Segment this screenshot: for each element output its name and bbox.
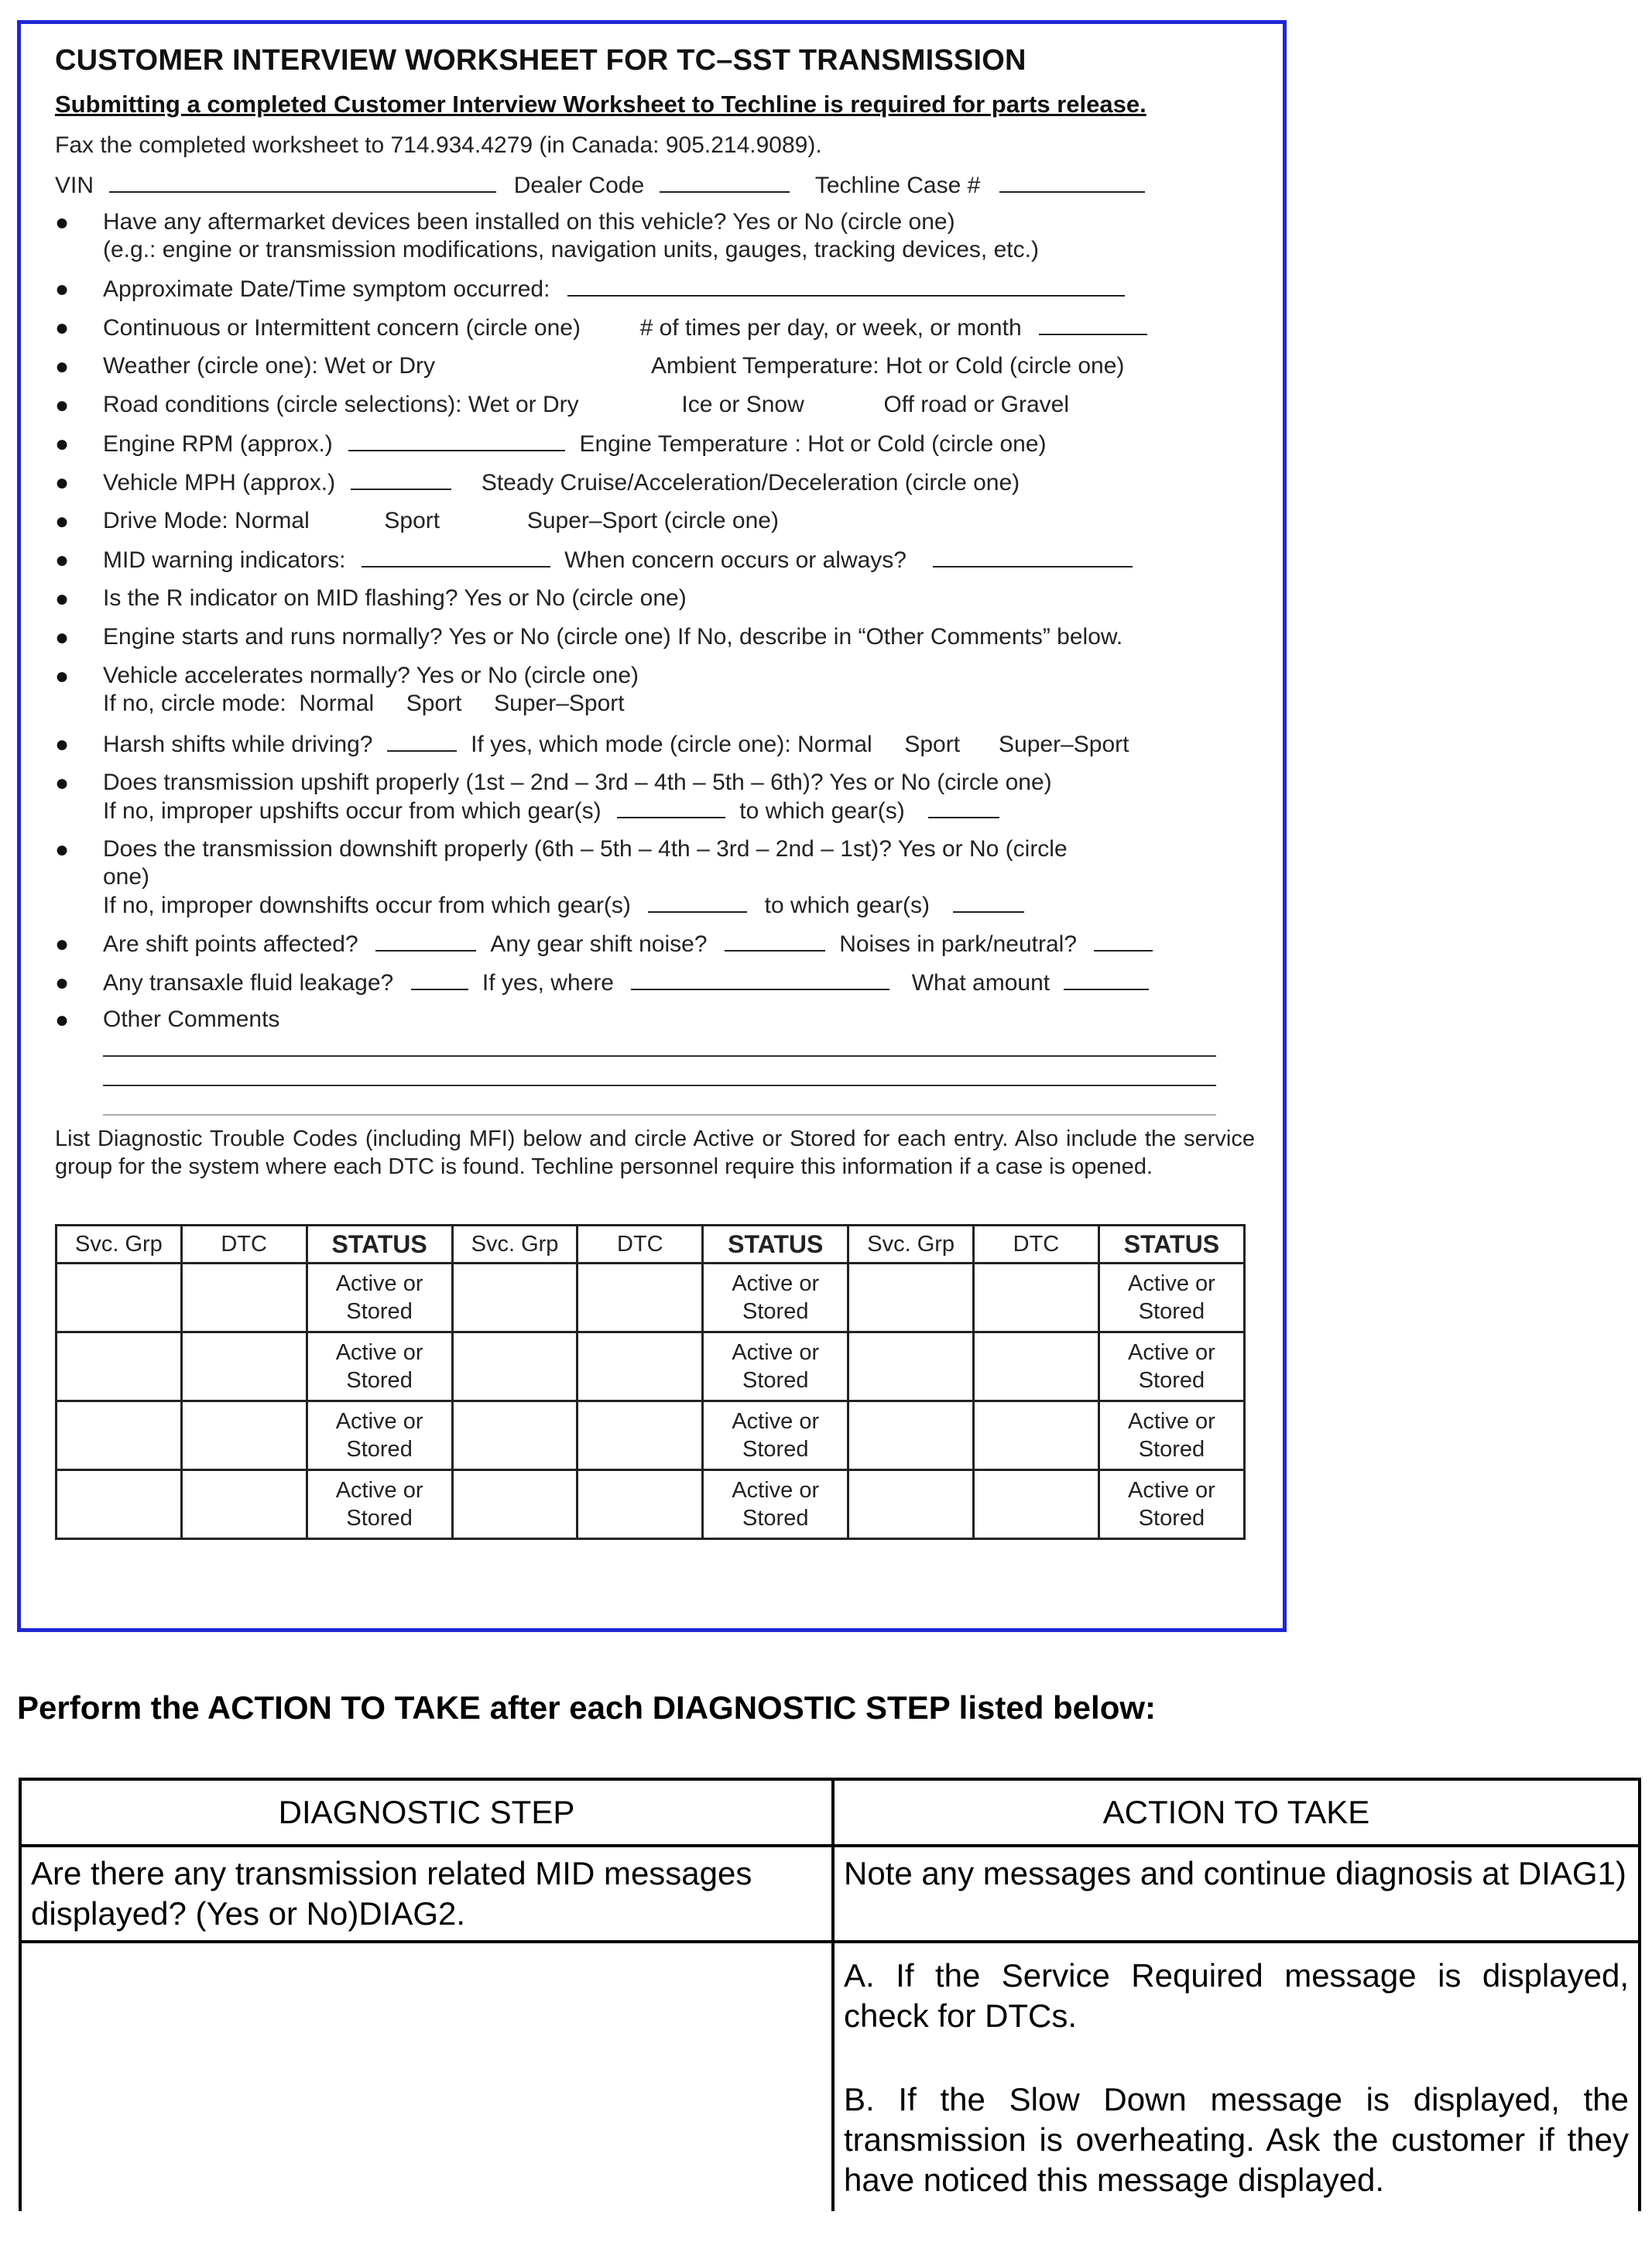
dtc-row	[57, 1264, 1245, 1332]
bullet-icon: ●	[55, 393, 70, 418]
dtc-instructions: List Diagnostic Trouble Codes (including MFI) below and circle Active or Stored for each entry. Also include the service group for the system where each DTC is found. Techline personnel require this information if a case is opened.	[55, 1126, 1255, 1179]
techline-case-field[interactable]	[999, 171, 1145, 193]
q-times: # of times per day, or week, or month	[639, 315, 1022, 341]
q-shiftpoints-row	[103, 930, 1153, 958]
action-b: B. If the Slow Down message is displayed, the transmission is overheating. Ask the customer if they have noticed this message displayed.	[844, 2081, 1629, 2198]
q-downshift-row	[103, 891, 1024, 920]
status-active-option[interactable]: Active or	[732, 1409, 820, 1434]
dtc-header-row	[57, 1226, 1245, 1264]
fax-instructions: Fax the completed worksheet to 714.934.4279 (in Canada: 905.214.9089).	[55, 132, 822, 158]
bullet-icon: ●	[55, 354, 70, 379]
status-active-option[interactable]: Active or	[732, 1340, 820, 1365]
status-cell[interactable]	[703, 1470, 848, 1539]
q-downshift-cont: one)	[103, 864, 150, 890]
status-stored-option[interactable]: Stored	[742, 1368, 809, 1393]
q-leak-row	[103, 969, 1149, 997]
status-active-option[interactable]: Active or	[335, 1478, 423, 1503]
bullet-icon: ●	[55, 276, 70, 302]
mid-field[interactable]	[362, 546, 550, 568]
q-harsh-row	[103, 730, 1129, 759]
status-active-option[interactable]: Active or	[1128, 1478, 1215, 1503]
header-status: STATUS	[307, 1226, 452, 1264]
header-action-to-take: ACTION TO TAKE	[833, 1779, 1640, 1846]
q-road-row	[103, 391, 1069, 419]
header-status: STATUS	[1098, 1226, 1244, 1264]
q-drive-super: Super–Sport (circle one)	[526, 508, 779, 533]
header-dtc: DTC	[181, 1226, 307, 1264]
dtc-cell[interactable]	[974, 1264, 1099, 1332]
status-cell[interactable]	[1098, 1332, 1244, 1401]
amount-field[interactable]	[1064, 969, 1149, 990]
svc-grp-cell[interactable]	[848, 1470, 974, 1539]
q-aftermarket: Have any aftermarket devices been installed on this vehicle? Yes or No (circle one)	[103, 209, 955, 235]
q-downshift-to: to which gear(s)	[764, 893, 931, 918]
bullet-icon: ●	[55, 970, 70, 996]
bullet-icon: ●	[55, 586, 70, 612]
harsh-field[interactable]	[387, 730, 457, 752]
q-harsh: Harsh shifts while driving?	[103, 732, 373, 757]
q-road: Road conditions (circle selections): Wet or Dry	[103, 392, 579, 417]
bullet-icon: ●	[55, 210, 70, 235]
dtc-cell[interactable]	[578, 1264, 703, 1332]
header-diagnostic-step: DIAGNOSTIC STEP	[20, 1779, 833, 1846]
status-stored-option[interactable]: Stored	[346, 1506, 413, 1531]
bullet-icon: ●	[55, 547, 70, 573]
q-offroad: Off road or Gravel	[883, 392, 1070, 417]
svc-grp-cell[interactable]	[452, 1470, 578, 1539]
worksheet-subtitle: Submitting a completed Customer Interview Worksheet to Techline is required for parts release.	[55, 91, 1146, 118]
q-mph: Vehicle MPH (approx.)	[103, 470, 336, 495]
q-mph-row	[103, 468, 1020, 497]
q-other-comments: Other Comments	[103, 1006, 280, 1032]
status-stored-option[interactable]: Stored	[1138, 1437, 1205, 1462]
q-accel-mode: If no, circle mode: Normal Sport Super–Sport	[103, 691, 625, 716]
status-cell[interactable]	[307, 1401, 452, 1470]
bullet-icon: ●	[55, 931, 70, 957]
svc-grp-cell[interactable]	[57, 1401, 182, 1470]
svc-grp-cell[interactable]	[57, 1332, 182, 1401]
dtc-row	[57, 1332, 1245, 1401]
svc-grp-cell[interactable]	[57, 1470, 182, 1539]
perform-heading: Perform the ACTION TO TAKE after each DIAGNOSTIC STEP listed below:	[17, 1689, 1157, 1726]
bullet-icon: ●	[55, 625, 70, 650]
upshift-from-field[interactable]	[617, 797, 725, 818]
q-leak-where: If yes, where	[482, 970, 614, 996]
q-starts: Engine starts and runs normally? Yes or No (circle one) If No, describe in “Other Comments” below.	[103, 624, 1123, 650]
rpm-field[interactable]	[348, 430, 565, 451]
status-cell[interactable]	[307, 1264, 452, 1332]
vin-field[interactable]	[109, 171, 496, 193]
dtc-cell[interactable]	[974, 1332, 1099, 1401]
noises-field[interactable]	[1094, 930, 1153, 952]
header-svc-grp: Svc. Grp	[848, 1226, 974, 1264]
status-cell[interactable]	[1098, 1401, 1244, 1470]
action-cell	[833, 1942, 1640, 2211]
status-cell[interactable]	[307, 1332, 452, 1401]
times-field[interactable]	[1039, 314, 1147, 335]
status-active-option[interactable]: Active or	[1128, 1271, 1215, 1296]
q-ambient: Ambient Temperature: Hot or Cold (circle one)	[651, 353, 1125, 379]
status-cell[interactable]	[1098, 1264, 1244, 1332]
status-stored-option[interactable]: Stored	[346, 1299, 413, 1324]
dtc-row	[57, 1470, 1245, 1539]
dealer-code-label: Dealer Code	[513, 173, 645, 198]
comments-line[interactable]	[103, 1114, 1216, 1116]
status-cell[interactable]	[1098, 1470, 1244, 1539]
gearnoise-field[interactable]	[725, 930, 825, 952]
status-cell[interactable]	[703, 1401, 848, 1470]
date-field[interactable]	[567, 275, 1125, 297]
mid-when-field[interactable]	[933, 546, 1133, 568]
status-cell[interactable]	[703, 1264, 848, 1332]
status-stored-option[interactable]: Stored	[346, 1368, 413, 1393]
svc-grp-cell[interactable]	[452, 1332, 578, 1401]
q-noises: Noises in park/neutral?	[839, 931, 1078, 957]
q-drive-sport: Sport	[384, 508, 440, 533]
header-dtc: DTC	[578, 1226, 703, 1264]
dtc-cell[interactable]	[578, 1401, 703, 1470]
bullet-icon: ●	[55, 470, 70, 495]
q-continuous: Continuous or Intermittent concern (circle one)	[103, 315, 581, 341]
q-aftermarket-eg: (e.g.: engine or transmission modifications, navigation units, gauges, tracking devices, etc.)	[103, 237, 1039, 262]
status-stored-option[interactable]: Stored	[1138, 1368, 1205, 1393]
q-weather-row	[103, 352, 1124, 380]
q-drive: Drive Mode: Normal	[103, 508, 310, 533]
dtc-table	[55, 1224, 1246, 1540]
q-accel: Vehicle accelerates normally? Yes or No (circle one)	[103, 663, 639, 688]
svc-grp-cell[interactable]	[848, 1332, 974, 1401]
bullet-icon: ●	[55, 431, 70, 457]
diag-row	[20, 1942, 1640, 2211]
q-continuous-row	[103, 314, 1147, 342]
svc-grp-cell[interactable]	[848, 1264, 974, 1332]
comments-line[interactable]	[103, 1055, 1216, 1057]
diag-header-row	[20, 1779, 1640, 1846]
diag-row	[20, 1846, 1640, 1942]
status-stored-option[interactable]: Stored	[1138, 1506, 1205, 1531]
q-rpm-row	[103, 430, 1047, 458]
bullet-icon: ●	[55, 315, 70, 341]
bullet-icon: ●	[55, 1007, 70, 1033]
header-dtc: DTC	[974, 1226, 1099, 1264]
q-mid-when: When concern occurs or always?	[564, 547, 907, 573]
status-active-option[interactable]: Active or	[335, 1409, 423, 1434]
header-status: STATUS	[703, 1226, 848, 1264]
dealer-code-field[interactable]	[660, 171, 790, 193]
dtc-cell[interactable]	[181, 1264, 307, 1332]
q-mid-row	[103, 546, 1133, 574]
dtc-cell[interactable]	[974, 1401, 1099, 1470]
comments-line[interactable]	[103, 1085, 1216, 1086]
status-stored-option[interactable]: Stored	[1138, 1299, 1205, 1324]
bullet-icon: ●	[55, 770, 70, 796]
status-active-option[interactable]: Active or	[1128, 1340, 1215, 1365]
status-active-option[interactable]: Active or	[732, 1271, 820, 1296]
q-shiftpoints: Are shift points affected?	[103, 931, 358, 957]
upshift-to-field[interactable]	[928, 797, 999, 818]
q-harsh-mode: If yes, which mode (circle one): Normal Sport Super–Sport	[471, 732, 1129, 757]
status-stored-option[interactable]: Stored	[742, 1437, 809, 1462]
q-drive-row	[103, 507, 779, 535]
svc-grp-cell[interactable]	[452, 1264, 578, 1332]
q-amount: What amount	[911, 970, 1050, 996]
bullet-icon: ●	[55, 509, 70, 534]
q-cruise: Steady Cruise/Acceleration/Deceleration (circle one)	[481, 470, 1020, 495]
vin-row	[55, 171, 1145, 199]
header-svc-grp: Svc. Grp	[57, 1226, 182, 1264]
leak-field[interactable]	[411, 969, 468, 990]
q-date: Approximate Date/Time symptom occurred:	[103, 276, 550, 302]
q-engtemp: Engine Temperature : Hot or Cold (circle one)	[579, 431, 1047, 457]
dtc-cell[interactable]	[578, 1332, 703, 1401]
status-active-option[interactable]: Active or	[335, 1271, 423, 1296]
dtc-cell[interactable]	[578, 1470, 703, 1539]
q-r-indicator: Is the R indicator on MID flashing? Yes or No (circle one)	[103, 585, 687, 611]
q-weather: Weather (circle one): Wet or Dry	[103, 353, 436, 379]
status-stored-option[interactable]: Stored	[742, 1506, 809, 1531]
q-gearnoise: Any gear shift noise?	[490, 931, 708, 957]
diag-step-cell	[20, 1942, 833, 2211]
q-downshift-from: If no, improper downshifts occur from which gear(s)	[103, 893, 631, 918]
bullet-icon: ●	[55, 837, 70, 862]
q-rpm: Engine RPM (approx.)	[103, 431, 333, 457]
techline-case-label: Techline Case #	[814, 173, 981, 198]
dtc-cell[interactable]	[974, 1470, 1099, 1539]
status-stored-option[interactable]: Stored	[742, 1299, 809, 1324]
customer-interview-worksheet	[17, 20, 1287, 1632]
status-cell[interactable]	[703, 1332, 848, 1401]
vin-label: VIN	[55, 173, 94, 198]
bullet-icon: ●	[55, 664, 70, 689]
status-cell[interactable]	[307, 1470, 452, 1539]
status-active-option[interactable]: Active or	[732, 1478, 820, 1503]
status-active-option[interactable]: Active or	[335, 1340, 423, 1365]
svc-grp-cell[interactable]	[57, 1264, 182, 1332]
q-upshift-from: If no, improper upshifts occur from which gear(s)	[103, 798, 602, 824]
leak-where-field[interactable]	[631, 969, 889, 990]
q-date-row	[103, 275, 1125, 303]
mph-field[interactable]	[351, 468, 451, 490]
downshift-from-field[interactable]	[648, 891, 747, 913]
q-ice: Ice or Snow	[681, 392, 804, 417]
worksheet-title: CUSTOMER INTERVIEW WORKSHEET FOR TC–SST TRANSMISSION	[55, 44, 1027, 77]
dtc-cell[interactable]	[181, 1401, 307, 1470]
q-mid: MID warning indicators:	[103, 547, 346, 573]
dtc-cell[interactable]	[181, 1470, 307, 1539]
shiftpoints-field[interactable]	[375, 930, 476, 952]
svc-grp-cell[interactable]	[452, 1401, 578, 1470]
q-upshift-row	[103, 797, 999, 825]
diagnostic-table	[19, 1778, 1641, 2211]
header-svc-grp: Svc. Grp	[452, 1226, 578, 1264]
diag-step-cell: Are there any transmission related MID messages displayed? (Yes or No)DIAG2.	[20, 1846, 833, 1942]
status-stored-option[interactable]: Stored	[346, 1437, 413, 1462]
svc-grp-cell[interactable]	[848, 1401, 974, 1470]
dtc-row	[57, 1401, 1245, 1470]
dtc-cell[interactable]	[181, 1332, 307, 1401]
downshift-to-field[interactable]	[953, 891, 1024, 913]
bullet-icon: ●	[55, 732, 70, 757]
q-downshift: Does the transmission downshift properly (6th – 5th – 4th – 3rd – 2nd – 1st)? Yes or No (circle	[103, 836, 1068, 862]
q-upshift-to: to which gear(s)	[739, 798, 905, 824]
action-a: A. If the Service Required message is displayed, check for DTCs.	[844, 1957, 1629, 2034]
q-leak: Any transaxle fluid leakage?	[103, 970, 394, 996]
action-cell: Note any messages and continue diagnosis at DIAG1)	[833, 1846, 1640, 1942]
q-upshift: Does transmission upshift properly (1st – 2nd – 3rd – 4th – 5th – 6th)? Yes or No (circle one)	[103, 770, 1052, 795]
status-active-option[interactable]: Active or	[1128, 1409, 1215, 1434]
